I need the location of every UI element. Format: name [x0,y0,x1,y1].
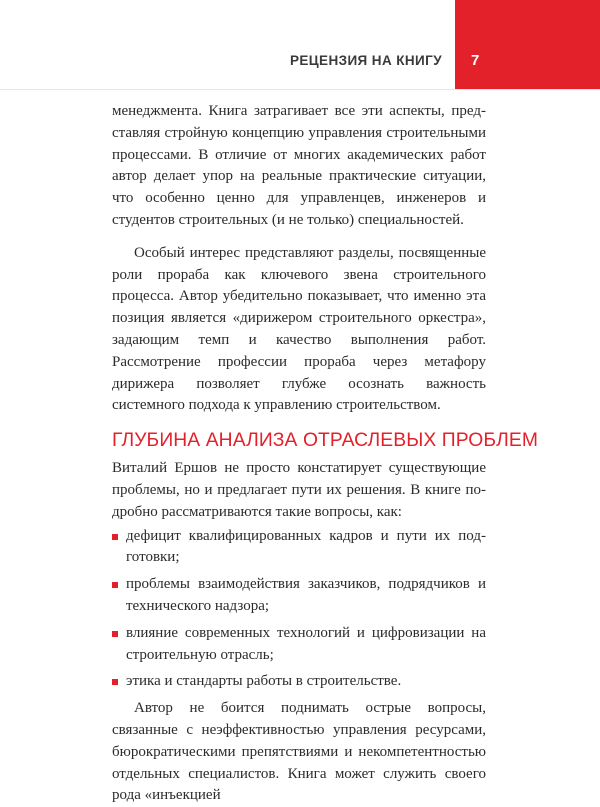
list-item-text: проблемы взаимодействия заказчиков, подрядчиков и технического надзора; [126,576,486,614]
list-item [112,623,486,667]
list-item-text: дефицит квалифицированных кадров и пути их подготовки; [126,527,486,566]
header-rule [0,89,600,90]
paragraph-continuation: менеджмента. Книга затрагивает все эти аспекты, представляя стройную концепцию управления строительными процессами. В отличие от многих академических работ автор делает упор на реальные практические ситуации, что особенно ценно для управленцев, инженеров и студентов строительных (и не только) специальностей. [112,103,486,228]
bullet-marker [112,582,118,588]
list-item [112,574,486,618]
list-item-text: влияние современных технологий и цифровизации на строительную отрасль; [126,624,486,663]
issues-list [112,526,486,694]
list-item [112,526,486,570]
paragraph-foreman: Особый интерес представляют разделы, посвященные роли прораба как ключевого звена строительного процесса. Автор убедительно показывает, что именно эта позиция является «дирижером строительного оркестра», задающим темп и качество выполнения работ. Рассмотрение профессии прораба через метафору дирижера позволяет глубже осознать важность системного подхода к управлению строительством. [112,244,486,414]
section-heading: ГЛУБИНА АНАЛИЗА ОТРАСЛЕВЫХ ПРОБЛЕМ [112,430,539,452]
bullet-marker [112,631,118,637]
section-intro-paragraph: Виталий Ершов не просто констатирует существующие проблемы, но и предлагает пути их решения. В книге подробно рассматриваются такие вопросы, как: [112,460,486,520]
paragraph-spacer [112,232,486,243]
page-number-box [455,0,600,90]
bullet-marker [112,534,118,540]
running-header [0,0,600,90]
page-number: 7 [471,52,480,69]
page-body [112,101,539,807]
list-item-text: этика и стандарты работы в строительстве. [126,673,402,690]
closing-paragraph: Автор не боится поднимать острые вопросы, связанные с неэффективностью управления ресурсами, бюрократическими препятствиями и некомпетентностью отдельных специалистов. Книга может служить своего рода «инъекцией [112,700,486,804]
bullet-marker [112,679,118,685]
list-item [112,671,486,693]
running-header-title: РЕЦЕНЗИЯ НА КНИГУ [289,53,442,68]
